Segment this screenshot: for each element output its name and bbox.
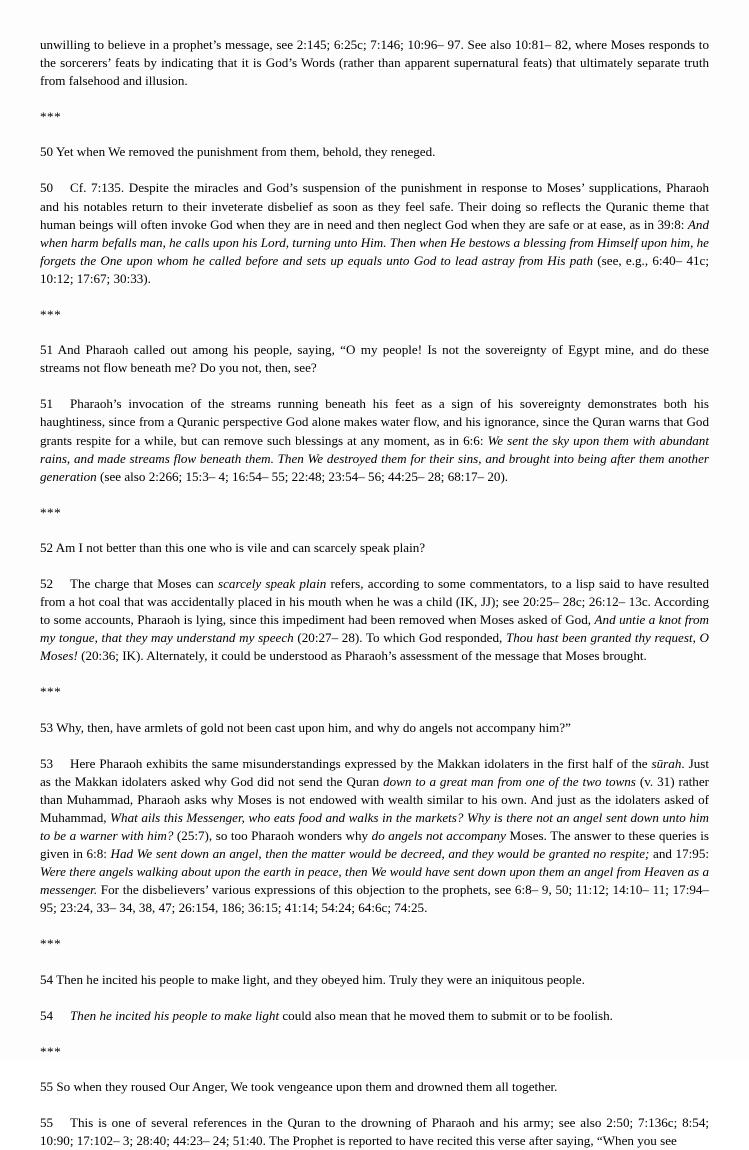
verse-54-translation: 54 Then he incited his people to make light, and they obeyed him. Truly they were an iniquitous people. — [40, 971, 585, 987]
section-separator: *** — [40, 1043, 62, 1059]
paragraph-continuation: unwilling to believe in a prophet’s message, see 2:145; 6:25c; 7:146; 10:96– 97. See also 10:81– 82, where Moses responds to the sorcerers’ feats by indicating that it is God’s Words (rather than apparent supernatural feats) that ultimately separate truth from falsehood and illusion. — [40, 37, 709, 89]
commentary-verse-number: 52 — [40, 575, 54, 591]
commentary-verse-number: 54 — [40, 1007, 54, 1023]
commentary-verse-number: 50 — [40, 180, 54, 196]
commentary-text: This is one of several references in the Quran to the drowning of Pharaoh and his army; see also 2:50; 7:136c; 8:54; 10:90; 17:102– 3; 28:40; 44:23– 24; 51:40. The Prophet is reported to have recited this verse after saying, “When you see — [40, 1114, 709, 1149]
commentary-55 — [40, 1114, 709, 1150]
commentary-text: Then he incited his people to make light could also mean that he moved them to submit or to be foolish. — [70, 1007, 613, 1023]
commentary-51 — [40, 395, 709, 485]
commentary-52 — [40, 575, 709, 665]
page-text-column — [40, 36, 709, 1150]
commentary-50 — [40, 179, 709, 288]
commentary-text: Here Pharaoh exhibits the same misunderstandings expressed by the Makkan idolaters in the first half of the sūrah. Just as the Makkan idolaters asked why God did not send the Quran down to a great man from one of the two towns (v. 31) rather than Muhammad, Pharaoh asks why Moses is not endowed with wealth similar to his own. And just as the idolaters asked of Muhammad, What ails this Messenger, who eats food and walks in the markets? Why is there not an angel sent down unto him to be a warner with him? (25:7), so too Pharaoh wonders why do angels not accompany Moses. The answer to these queries is given in 6:8: Had We sent down an angel, then the matter would be decreed, and they would be granted no respite; and 17:95: Were there angels walking about upon the earth in peace, then We would have sent down upon them an angel from Heaven as a messenger. For the disbelievers’ various expressions of this objection to the prophets, see 6:8– 9, 50; 11:12; 14:10– 11; 17:94– 95; 23:24, 33– 34, 38, 47; 26:154, 186; 36:15; 41:14; 54:24; 64:6c; 74:25. — [40, 755, 710, 916]
section-separator: *** — [40, 936, 62, 952]
verse-51-translation: 51 And Pharaoh called out among his people, saying, “O my people! Is not the sovereignty of Egypt mine, and do these streams not flow beneath me? Do you not, then, see? — [40, 342, 709, 376]
section-separator: *** — [40, 504, 62, 520]
section-separator: *** — [40, 307, 62, 323]
commentary-53 — [40, 755, 709, 918]
verse-53-translation: 53 Why, then, have armlets of gold not been cast upon him, and why do angels not accompany him?” — [40, 719, 571, 735]
commentary-verse-number: 55 — [40, 1114, 54, 1130]
commentary-text: Cf. 7:135. Despite the miracles and God’s suspension of the punishment in response to Moses’ supplications, Pharaoh and his notables return to their inveterate disbelief as soon as they feel safe. Their doing so reflects the Quranic theme that human beings will often invoke God when they are in need and then neglect God when they are safe or at ease, as in 39:8: And when harm befalls man, he calls upon his Lord, turning unto Him. Then when He bestows a blessing from Himself upon him, he forgets the One upon whom he called before and sets up equals unto God to lead astray from His path (see, e.g., 6:40– 41c; 10:12; 17:67; 30:33). — [40, 180, 709, 286]
commentary-verse-number: 53 — [40, 755, 54, 771]
commentary-54 — [40, 1007, 709, 1025]
verse-50-translation: 50 Yet when We removed the punishment from them, behold, they reneged. — [40, 144, 436, 160]
section-separator: *** — [40, 109, 62, 125]
commentary-text: Pharaoh’s invocation of the streams running beneath his feet as a sign of his sovereignty demonstrates both his haughtiness, since from a Quranic perspective God alone makes water flow, and his ignorance, since the Quran warns that God grants respite for a while, but can remove such blessings at any moment, as in 6:6: We sent the sky upon them with abundant rains, and made streams flow beneath them. Then We destroyed them for their sins, and brought into being after them another generation (see also 2:266; 15:3– 4; 16:54– 55; 22:48; 23:54– 56; 44:25– 28; 68:17– 20). — [40, 396, 709, 484]
verse-55-translation: 55 So when they roused Our Anger, We took vengeance upon them and drowned them all together. — [40, 1078, 558, 1094]
commentary-text: The charge that Moses can scarcely speak plain refers, according to some commentators, to a lisp said to have resulted from a hot coal that was accidentally placed in his mouth when he was a child (IK, JJ); see 20:25– 28c; 26:12– 13c. According to some accounts, Pharaoh is lying, since this impediment had been removed when Moses asked of God, And untie a knot from my tongue, that they may understand my speech (20:27– 28). To which God responded, Thou hast been granted thy request, O Moses! (20:36; IK). Alternately, it could be understood as Pharaoh’s assessment of the message that Moses brought. — [40, 575, 710, 664]
commentary-verse-number: 51 — [40, 396, 54, 412]
section-separator: *** — [40, 684, 62, 700]
verse-52-translation: 52 Am I not better than this one who is vile and can scarcely speak plain? — [40, 539, 426, 555]
